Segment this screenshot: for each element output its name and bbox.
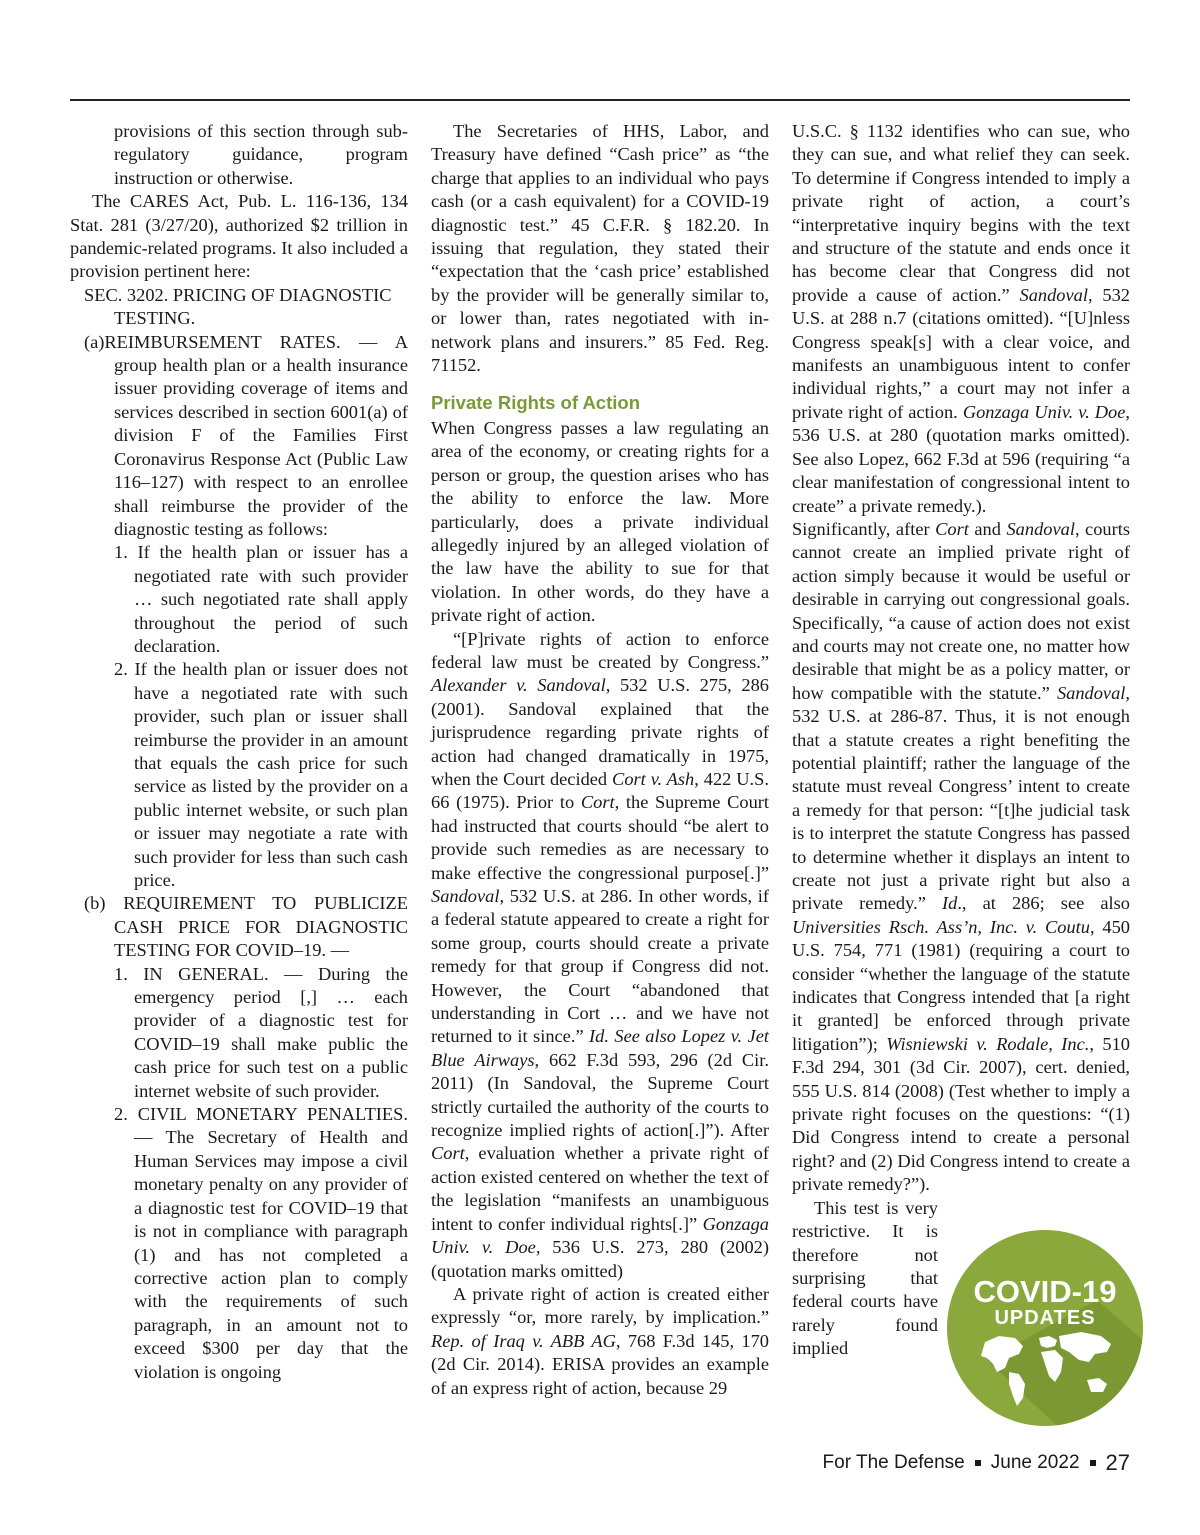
paragraph: U.S.C. § 1132 identifies who can sue, who they can sue, and what relief they can seek. To determine if Congress intended to imply a private right of action, a court’s “interpretative inquiry begins with the text and structure of the statute and ends once it has become clear that Congress did not provide a cause of action.” Sandoval, 532 U.S. at 288 n.7 (citations omitted). “[U]nless Congress speak[s] with a clear voice, and manifests an unambiguous intent to confer individual rights,” a court may not infer a private right of action. Gonzaga Univ. v. Doe, 536 U.S. at 280 (quotation marks omitted). See also Lopez, 662 F.3d at 596 (requiring “a clear manifestation of congressional intent to create” a private remedy.). [792, 121, 1130, 516]
section-heading: Private Rights of Action [431, 392, 641, 414]
column-right [792, 120, 1130, 1361]
page-number: 27 [1105, 1450, 1130, 1475]
footer-separator [1090, 1460, 1096, 1466]
covid-updates-badge [947, 1230, 1143, 1426]
footer-date: June 2022 [990, 1452, 1080, 1473]
column-middle [431, 120, 769, 1400]
header-rule [70, 99, 1130, 101]
footer-publication: For The Defense [822, 1452, 965, 1473]
badge-subtitle: UPDATES [994, 1307, 1096, 1329]
paragraph: A private right of action is created either expressly “or, more rarely, by implication.” Rep. of Iraq v. ABB AG, 768 F.3d 145, 170 (2d Cir. 2014). ERISA provides an example of an express right of action, because 29 [431, 1283, 769, 1398]
statute-item-a1: 1. If the health plan or issuer has a negotiated rate with such provider … such negotiated rate shall apply throughout the period of such declaration. [114, 542, 408, 656]
statute-item-a2: 2. If the health plan or issuer does not have a negotiated rate with such provider, such plan or issuer shall reimburse the provider in an amount that equals the cash price for such service as listed by the provider on a public internet website, or such plan or issuer may negotiate a rate with such provider for less than such cash price. [114, 659, 408, 890]
badge-graphic [947, 1230, 1143, 1426]
paragraph: This test is very restrictive. It is therefore not surprising that federal courts have rarely found implied [792, 1197, 938, 1359]
paragraph: provisions of this section through sub-regulatory guidance, program instruction or otherwise. [114, 121, 408, 188]
badge-title: COVID-19 [973, 1274, 1117, 1309]
statute-subsection-a: (a)REIMBURSEMENT RATES. — A group health plan or a health insurance issuer providing coverage of items and services described in section 6001(a) of division F of the Families First Coronavirus Response Act (Public Law 116–127) with respect to an enrollee shall reimburse the provider of the diagnostic testing as follows: [84, 331, 408, 539]
paragraph: “[P]rivate rights of action to enforce federal law must be created by Congress.” Alexander v. Sandoval, 532 U.S. 275, 286 (2001). Sandoval explained that the jurisprudence regarding private rights of action had changed dramatically in 1975, when the Court decided Cort v. Ash, 422 U.S. 66 (1975). Prior to Cort, the Supreme Court had instructed that courts should “be alert to provide such remedies as are necessary to make effective the congressional purpose[.]” Sandoval, 532 U.S. at 286. In other words, if a federal statute appeared to create a right for some group, courts should create a private remedy for that group if Congress did not. However, the Court “abandoned that understanding in Cort … and we have not returned to it since.” Id. See also Lopez v. Jet Blue Airways, 662 F.3d 593, 296 (2d Cir. 2011) (In Sandoval, the Supreme Court strictly curtailed the authority of the courts to recognize implied rights of action[.]”). After Cort, evaluation whether a private right of action existed centered on whether the text of the legislation “manifests an unambiguous intent to confer individual rights[.]” Gonzaga Univ. v. Doe, 536 U.S. 273, 280 (2002) (quotation marks omitted) [431, 628, 770, 1281]
paragraph: The Secretaries of HHS, Labor, and Treasury have defined “Cash price” as “the charge that applies to an individual who pays cash (or a cash equivalent) for a COVID-19 diagnostic test.” 45 C.F.R. § 182.20. In issuing that regulation, they stated their “expectation that the ‘cash price’ established by the provider will be generally similar to, or lower than, rates negotiated with in-network plans and insurers.” 85 Fed. Reg. 71152. [431, 121, 769, 376]
column-left [70, 120, 408, 1384]
statute-item-b2: 2. CIVIL MONETARY PENALTIES. — The Secretary of Health and Human Services may impose a civil monetary penalty on any provider of a diagnostic test for COVID–19 that is not in compliance with paragraph (1) and has not completed a corrective action plan to comply with the requirements of such paragraph, in an amount not to exceed $300 per day that the violation is ongoing [114, 1104, 408, 1382]
paragraph: The CARES Act, Pub. L. 116-136, 134 Stat. 281 (3/27/20), authorized $2 trillion in pandemic-related programs. It also included a provision pertinent here: [70, 191, 408, 282]
footer-separator [975, 1460, 981, 1466]
paragraph: When Congress passes a law regulating an area of the economy, or creating rights for a person or group, the question arises who has the ability to enforce the law. More particularly, does a private individual allegedly injured by an alleged violation of the law have the ability to sue for that violation. In other words, do they have a private right of action. [431, 417, 769, 626]
statute-item-b1: 1. IN GENERAL. — During the emergency period [,] … each provider of a diagnostic test for COVID–19 shall make public the cash price for such test on a public internet website of such provider. [114, 963, 408, 1101]
paragraph: Significantly, after Cort and Sandoval, courts cannot create an implied private right of action simply because it would be useful or desirable in carrying out congressional goals. Specifically, “a cause of action does not exist and courts may not create one, no matter how desirable that might be as a policy matter, or how compatible with the statute.” Sandoval, 532 U.S. at 286-87. Thus, it is not enough that a statute creates a right benefiting the potential plaintiff; rather the language of the statute must reveal Congress’ intent to create a remedy for that person: “[t]he judicial task is to interpret the statute Congress has passed to determine whether it displays an intent to create not just a private right but also a private remedy.” Id., at 286; see also Universities Rsch. Ass’n, Inc. v. Coutu, 450 U.S. 754, 771 (1981) (requiring a court to consider “whether the language of the statute indicates that Congress intended that [a right it granted] be enforced through private litigation”); Wisniewski v. Rodale, Inc., 510 F.3d 294, 301 (3d Cir. 2007), cert. denied, 555 U.S. 814 (2008) (Test whether to imply a private right focuses on the questions: “(1) Did Congress intend to create a personal right? and (2) Did Congress intend to create a private remedy?”). [792, 518, 1131, 1195]
statute-subsection-b: (b) REQUIREMENT TO PUBLICIZE CASH PRICE FOR DIAGNOSTIC TESTING FOR COVID–19. — [84, 893, 408, 961]
statute-section-heading: SEC. 3202. PRICING OF DIAGNOSTIC TESTING. [84, 284, 392, 329]
page-footer [823, 1450, 1130, 1476]
